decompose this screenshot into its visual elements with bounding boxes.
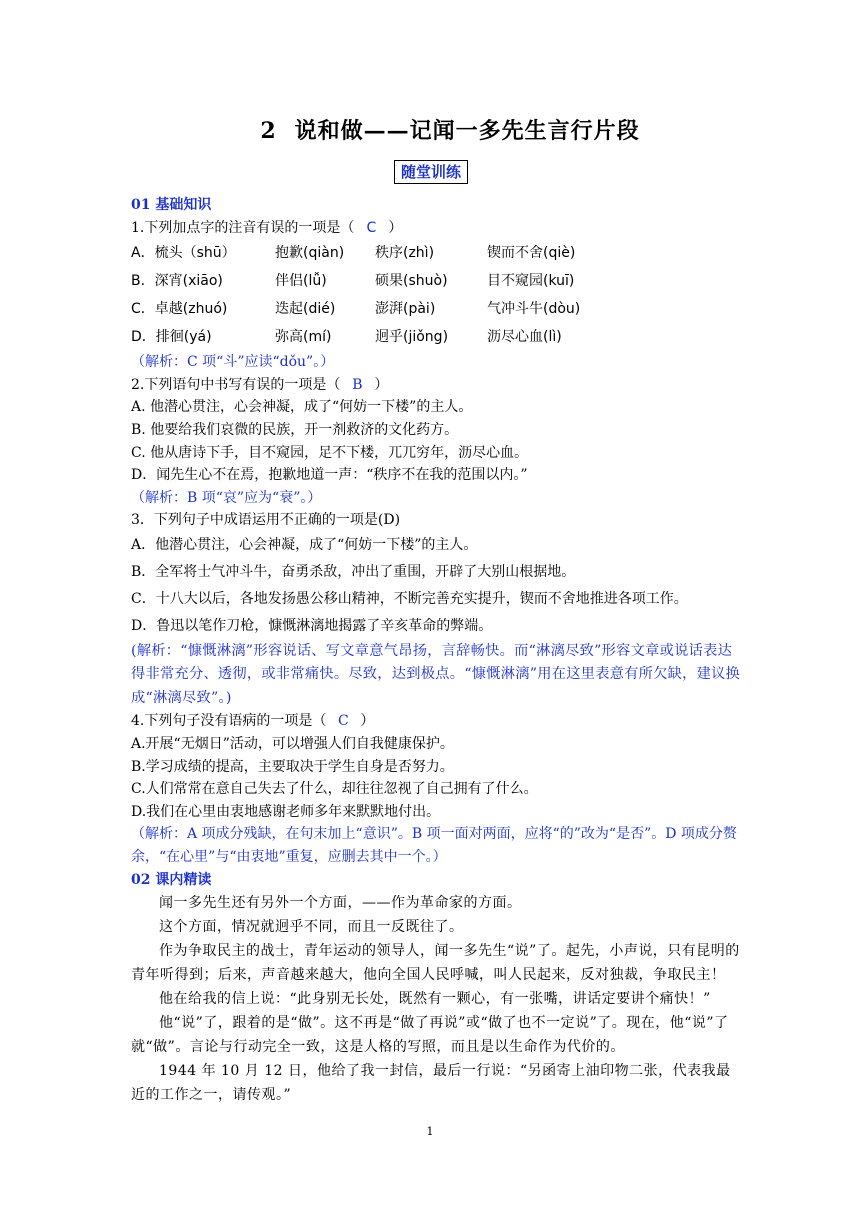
question-1-answer: C [366,219,377,236]
option-line: C. 他从唐诗下手，目不窥园，足不下楼，兀兀穷年，沥尽心血。 [131,444,529,461]
option-row: B．深宵(xiāo) 伴侣(lǚ) 硕果(shuò) 目不窥园(kuī) [131,273,575,290]
option-line: B.学习成绩的提高，主要取决于学生自身是否努力。 [131,758,454,775]
question-4-analysis: （解析：A 项成分残缺，在句末加上“意识”。B 项一面对两面，应将“的”改为“是否”。D 项成分赘余，“在心里”与“由衷地”重复，应删去其中一个。） [131,826,737,865]
option-line: C.人们常常在意自己失去了什么，却往往忽视了自己拥有了什么。 [131,781,538,798]
option-line: A.开展“无烟日”活动，可以增强人们自我健康保护。 [131,736,454,753]
question-1-options [131,239,743,351]
reading-paragraph: 作为争取民主的战士，青年运动的领导人，闻一多先生“说”了。起先，小声说，只有昆明的青年听得到；后来，声音越来越大，他向全国人民呼喊，叫人民起来，反对独裁，争取民主！ [131,943,740,984]
question-4-stem: 4.下列句子没有语病的一项是（ C ） [131,710,743,733]
question-1-stem: 1.下列加点字的注音有误的一项是（ C ） [131,217,743,240]
question-3-stem: 3．下列句子中成语运用不正确的一项是(D) [131,512,401,529]
question-2-stem: 2.下列语句中书写有误的一项是（ B ） [131,374,743,397]
option-line: D．鲁迅以笔作刀枪，慷慨淋漓地揭露了辛亥革命的弊端。 [131,617,493,634]
option-line: A. 他潜心贯注，心会神凝，成了“何妨一下楼”的主人。 [131,399,473,416]
reading-paragraph: 1944 年 10 月 12 日，他给了我一封信，最后一行说：“另函寄上油印物二张，代表我最近的工作之一，请传观。” [131,1063,731,1104]
lesson-number: 2 [260,118,277,144]
option-line: B．全军将士气冲斗牛，奋勇杀敌，冲出了重围，开辟了大别山根据地。 [131,563,576,580]
lesson-title: 说和做——记闻一多先生言行片段 [294,118,640,144]
section-heading-basics: 01 基础知识 [131,197,212,213]
option-row: C．卓越(zhuó) 迭起(dié) 澎湃(pài) 气冲斗牛(dòu) [131,301,581,318]
option-line: A．他潜心贯注，心会神凝，成了“何妨一下楼”的主人。 [131,536,478,553]
option-line: C．十八大以后，各地发扬愚公移山精神，不断完善充实提升，锲而不舍地推进各项工作。 [131,590,688,607]
page-title [0,114,860,145]
option-row: A．梳头（shū） 抱歉(qiàn) 秩序(zhì) 锲而不舍(qiè) [131,245,576,262]
question-1-analysis: （解析：C 项“斗”应读“dǒu”。） [131,354,335,371]
question-3-analysis: (解析：“慷慨淋漓”形容说话、写文章意气昂扬，言辞畅快。而“淋漓尽致”形容文章或说话表达得非常充分、透彻，或非常痛快。尽致，达到极点。“慷慨淋漓”用在这里表意有所欠缺，建议换成“淋漓尽致”。) [131,642,741,706]
option-line: B. 他要给我们哀微的民族，开一剂救济的文化药方。 [131,421,459,438]
page-number: 1 [426,1125,434,1138]
reading-paragraph: 他“说”了，跟着的是“做”。这不再是“做了再说”或“做了也不一定说”了。现在，他“说”了就“做”。言论与行动完全一致，这是人格的写照，而且是以生命作为代价的。 [131,1015,729,1056]
reading-paragraph: 闻一多先生还有另外一个方面，——作为革命家的方面。 [159,895,522,912]
section-heading-reading: 02 课内精读 [131,871,212,888]
reading-paragraph: 这个方面，情况就迥乎不同，而且一反既往了。 [159,919,464,936]
question-2-answer: B [352,376,363,393]
question-4-answer: C [338,713,349,730]
option-line: D.我们在心里由衷地感谢老师多年来默默地付出。 [131,803,441,820]
question-2-analysis: （解析：B 项“哀”应为“衰”。） [131,489,322,506]
reading-passage [131,891,743,1107]
reading-paragraph: 他在给我的信上说：“此身别无长处，既然有一颗心，有一张嘴，讲话定要讲个痛快！” [159,991,711,1008]
option-line: D．闻先生心不在焉，抱歉地道一声：“秩序不在我的范围以内。” [131,467,528,484]
section-box-label: 随堂训练 [394,160,468,184]
content [131,194,743,1107]
option-row: D．排徊(yá) 弥高(mí) 迥乎(jiǒng) 沥尽心血(lì) [131,329,562,346]
